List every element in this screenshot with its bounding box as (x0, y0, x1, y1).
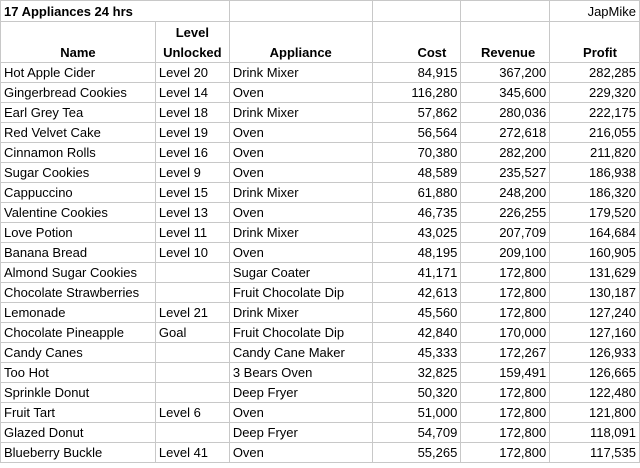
header-level-line1[interactable]: Level (155, 22, 229, 43)
cell-revenue[interactable]: 272,618 (461, 123, 550, 143)
cell-appliance[interactable]: Drink Mixer (229, 103, 372, 123)
author-cell[interactable]: JapMike (550, 1, 640, 22)
empty-cell[interactable] (550, 22, 640, 43)
cell-name[interactable]: Chocolate Strawberries (1, 283, 156, 303)
cell-revenue[interactable]: 280,036 (461, 103, 550, 123)
cell-profit[interactable]: 216,055 (550, 123, 640, 143)
cell-name[interactable]: Gingerbread Cookies (1, 83, 156, 103)
cell-cost[interactable]: 70,380 (372, 143, 461, 163)
cell-appliance[interactable]: Oven (229, 243, 372, 263)
cell-cost[interactable]: 84,915 (372, 63, 461, 83)
cell-profit[interactable]: 179,520 (550, 203, 640, 223)
cell-cost[interactable]: 50,320 (372, 383, 461, 403)
cell-level[interactable]: Level 20 (155, 63, 229, 83)
table-row (1, 343, 640, 363)
cell-appliance[interactable]: Drink Mixer (229, 63, 372, 83)
header-revenue[interactable]: Revenue (461, 43, 550, 63)
cell-profit[interactable]: 186,938 (550, 163, 640, 183)
cell-profit[interactable]: 164,684 (550, 223, 640, 243)
cell-level[interactable]: Level 15 (155, 183, 229, 203)
cell-cost[interactable]: 45,333 (372, 343, 461, 363)
cell-level[interactable] (155, 383, 229, 403)
cell-level[interactable] (155, 263, 229, 283)
header-row-2 (1, 43, 640, 63)
cell-appliance[interactable]: 3 Bears Oven (229, 363, 372, 383)
cell-cost[interactable]: 55,265 (372, 443, 461, 463)
cell-name[interactable]: Hot Apple Cider (1, 63, 156, 83)
cell-cost[interactable]: 45,560 (372, 303, 461, 323)
cell-cost[interactable]: 42,613 (372, 283, 461, 303)
cell-profit[interactable]: 127,160 (550, 323, 640, 343)
table-row (1, 143, 640, 163)
table-row (1, 223, 640, 243)
table-row (1, 83, 640, 103)
cell-revenue[interactable]: 207,709 (461, 223, 550, 243)
cell-revenue[interactable]: 172,800 (461, 283, 550, 303)
header-profit[interactable]: Profit (550, 43, 640, 63)
cell-revenue[interactable]: 235,527 (461, 163, 550, 183)
cell-appliance[interactable]: Oven (229, 203, 372, 223)
table-row (1, 123, 640, 143)
cell-revenue[interactable]: 226,255 (461, 203, 550, 223)
cell-profit[interactable]: 131,629 (550, 263, 640, 283)
cell-level[interactable]: Level 10 (155, 243, 229, 263)
table-row (1, 303, 640, 323)
cell-appliance[interactable]: Deep Fryer (229, 383, 372, 403)
cell-level[interactable]: Level 41 (155, 443, 229, 463)
cell-cost[interactable]: 42,840 (372, 323, 461, 343)
cell-name[interactable]: Lemonade (1, 303, 156, 323)
table-row (1, 203, 640, 223)
cell-profit[interactable]: 160,905 (550, 243, 640, 263)
cell-cost[interactable]: 61,880 (372, 183, 461, 203)
cell-level[interactable]: Level 18 (155, 103, 229, 123)
table-row (1, 383, 640, 403)
cell-level[interactable]: Level 21 (155, 303, 229, 323)
cell-revenue[interactable]: 282,200 (461, 143, 550, 163)
table-row (1, 443, 640, 463)
cell-profit[interactable]: 117,535 (550, 443, 640, 463)
table-row (1, 363, 640, 383)
cell-revenue[interactable]: 159,491 (461, 363, 550, 383)
cell-name[interactable]: Cinnamon Rolls (1, 143, 156, 163)
cell-profit[interactable]: 126,933 (550, 343, 640, 363)
cell-level[interactable] (155, 423, 229, 443)
cell-name[interactable]: Banana Bread (1, 243, 156, 263)
cell-cost[interactable]: 116,280 (372, 83, 461, 103)
cell-cost[interactable]: 41,171 (372, 263, 461, 283)
cell-cost[interactable]: 46,735 (372, 203, 461, 223)
cell-name[interactable]: Almond Sugar Cookies (1, 263, 156, 283)
cell-name[interactable]: Valentine Cookies (1, 203, 156, 223)
cell-revenue[interactable]: 367,200 (461, 63, 550, 83)
cell-level[interactable]: Level 11 (155, 223, 229, 243)
header-row-1 (1, 22, 640, 43)
cell-cost[interactable]: 57,862 (372, 103, 461, 123)
cell-level[interactable]: Level 13 (155, 203, 229, 223)
sheet-title[interactable]: 17 Appliances 24 hrs (1, 1, 230, 22)
cell-appliance[interactable]: Deep Fryer (229, 423, 372, 443)
header-appliance[interactable]: Appliance (229, 43, 372, 63)
cell-profit[interactable]: 130,187 (550, 283, 640, 303)
cell-revenue[interactable]: 209,100 (461, 243, 550, 263)
cell-name[interactable]: Glazed Donut (1, 423, 156, 443)
header-cost[interactable]: Cost (372, 43, 461, 63)
cell-name[interactable]: Sprinkle Donut (1, 383, 156, 403)
empty-cell[interactable] (372, 22, 461, 43)
table-row (1, 163, 640, 183)
table-row (1, 183, 640, 203)
cell-revenue[interactable]: 172,800 (461, 263, 550, 283)
cell-profit[interactable]: 127,240 (550, 303, 640, 323)
cell-revenue[interactable]: 172,800 (461, 303, 550, 323)
table-row (1, 323, 640, 343)
cell-profit[interactable]: 121,800 (550, 403, 640, 423)
cell-level[interactable]: Level 14 (155, 83, 229, 103)
cell-cost[interactable]: 54,709 (372, 423, 461, 443)
cell-name[interactable]: Cappuccino (1, 183, 156, 203)
cell-name[interactable]: Sugar Cookies (1, 163, 156, 183)
cell-profit[interactable]: 186,320 (550, 183, 640, 203)
cell-level[interactable] (155, 363, 229, 383)
table-row (1, 243, 640, 263)
cell-name[interactable]: Too Hot (1, 363, 156, 383)
header-name[interactable]: Name (1, 43, 156, 63)
cell-level[interactable] (155, 343, 229, 363)
cell-appliance[interactable]: Drink Mixer (229, 303, 372, 323)
header-level-line2[interactable]: Unlocked (155, 43, 229, 63)
cell-profit[interactable]: 229,320 (550, 83, 640, 103)
empty-cell[interactable] (372, 1, 461, 22)
empty-cell[interactable] (1, 22, 156, 43)
cell-level[interactable]: Level 6 (155, 403, 229, 423)
cell-name[interactable]: Earl Grey Tea (1, 103, 156, 123)
cell-name[interactable]: Chocolate Pineapple (1, 323, 156, 343)
cell-appliance[interactable]: Drink Mixer (229, 223, 372, 243)
cell-profit[interactable]: 126,665 (550, 363, 640, 383)
cell-appliance[interactable]: Oven (229, 143, 372, 163)
table-row (1, 403, 640, 423)
cell-name[interactable]: Fruit Tart (1, 403, 156, 423)
cell-appliance[interactable]: Fruit Chocolate Dip (229, 323, 372, 343)
cell-profit[interactable]: 118,091 (550, 423, 640, 443)
cell-profit[interactable]: 122,480 (550, 383, 640, 403)
cell-revenue[interactable]: 172,800 (461, 383, 550, 403)
cell-appliance[interactable]: Oven (229, 83, 372, 103)
cell-level[interactable]: Level 16 (155, 143, 229, 163)
cell-profit[interactable]: 222,175 (550, 103, 640, 123)
cell-cost[interactable]: 51,000 (372, 403, 461, 423)
cell-name[interactable]: Love Potion (1, 223, 156, 243)
cell-cost[interactable]: 56,564 (372, 123, 461, 143)
cell-cost[interactable]: 43,025 (372, 223, 461, 243)
cell-appliance[interactable]: Oven (229, 403, 372, 423)
empty-cell[interactable] (461, 22, 550, 43)
cell-level[interactable]: Level 19 (155, 123, 229, 143)
cell-cost[interactable]: 48,195 (372, 243, 461, 263)
cell-revenue[interactable]: 345,600 (461, 83, 550, 103)
table-row (1, 263, 640, 283)
cell-revenue[interactable]: 172,267 (461, 343, 550, 363)
cell-revenue[interactable]: 172,800 (461, 423, 550, 443)
cell-profit[interactable]: 211,820 (550, 143, 640, 163)
cell-profit[interactable]: 282,285 (550, 63, 640, 83)
cell-revenue[interactable]: 172,800 (461, 403, 550, 423)
title-row (1, 1, 640, 22)
table-row (1, 283, 640, 303)
cell-cost[interactable]: 32,825 (372, 363, 461, 383)
cell-name[interactable]: Red Velvet Cake (1, 123, 156, 143)
cell-cost[interactable]: 48,589 (372, 163, 461, 183)
cell-appliance[interactable]: Drink Mixer (229, 183, 372, 203)
empty-cell[interactable] (461, 1, 550, 22)
cell-name[interactable]: Candy Canes (1, 343, 156, 363)
cell-revenue[interactable]: 248,200 (461, 183, 550, 203)
cell-level[interactable] (155, 283, 229, 303)
cell-appliance[interactable]: Oven (229, 163, 372, 183)
table-row (1, 423, 640, 443)
cell-appliance[interactable]: Sugar Coater (229, 263, 372, 283)
cell-revenue[interactable]: 170,000 (461, 323, 550, 343)
cell-level[interactable]: Goal (155, 323, 229, 343)
table-row (1, 103, 640, 123)
cell-level[interactable]: Level 9 (155, 163, 229, 183)
table-row (1, 63, 640, 83)
cell-appliance[interactable]: Oven (229, 123, 372, 143)
empty-cell[interactable] (229, 1, 372, 22)
cell-appliance[interactable]: Fruit Chocolate Dip (229, 283, 372, 303)
cell-revenue[interactable]: 172,800 (461, 443, 550, 463)
cell-appliance[interactable]: Candy Cane Maker (229, 343, 372, 363)
empty-cell[interactable] (229, 22, 372, 43)
cell-name[interactable]: Blueberry Buckle (1, 443, 156, 463)
cell-appliance[interactable]: Oven (229, 443, 372, 463)
